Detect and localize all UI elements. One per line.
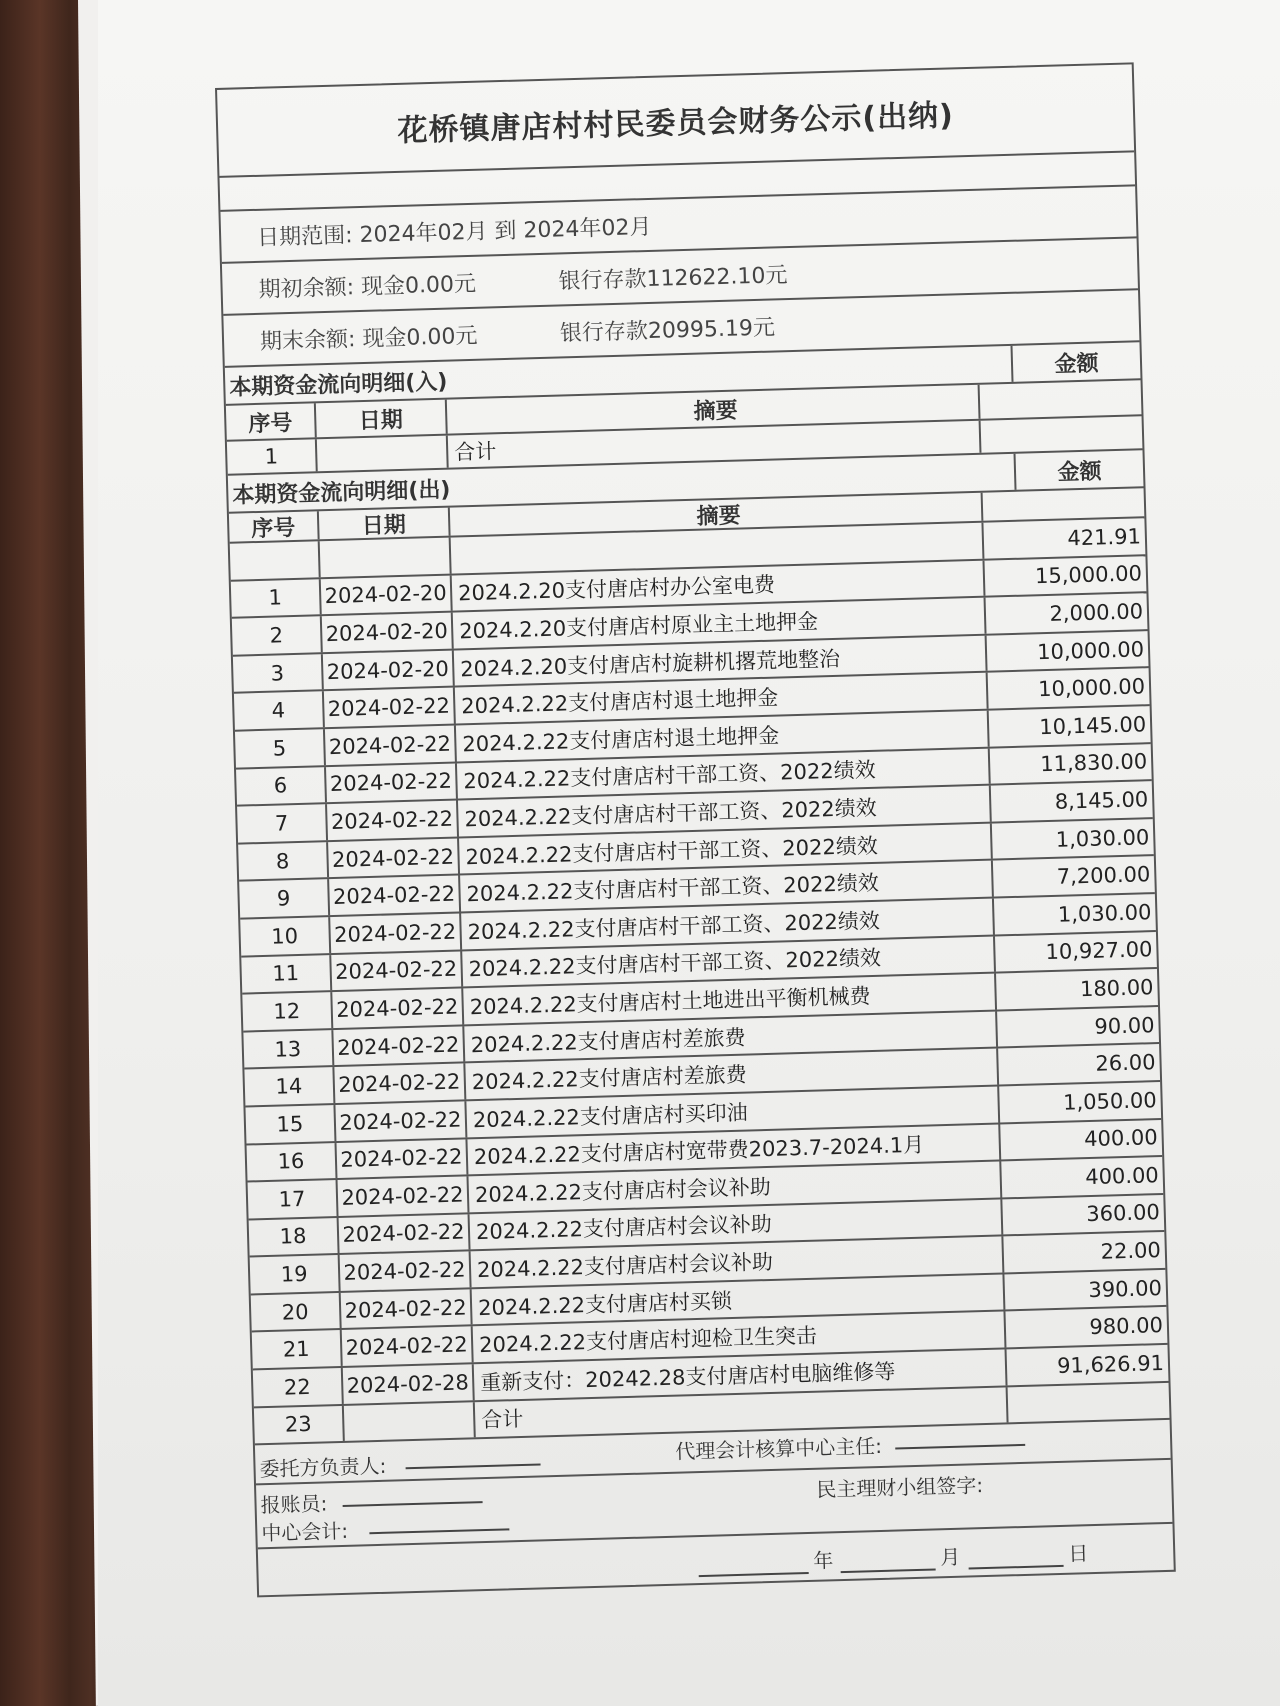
- row-date: 2024-02-20: [322, 613, 454, 652]
- month-label: 月: [939, 1545, 961, 1570]
- row-number: 16: [247, 1143, 338, 1181]
- row-amount: 8,145.00: [1054, 787, 1149, 814]
- year-label: 年: [813, 1548, 834, 1574]
- row-amount: 15,000.00: [1034, 561, 1143, 589]
- row-amount: 421.91: [1067, 524, 1142, 551]
- row-date: 2024-02-22: [324, 688, 456, 727]
- row-number: 23: [254, 1406, 345, 1444]
- row-amount: 10,145.00: [1038, 712, 1147, 739]
- year-line: [698, 1554, 809, 1577]
- closing-cash: 期末余额: 现金0.00元: [259, 323, 478, 355]
- row-amount: 2,000.00: [1049, 599, 1144, 626]
- row-number: 19: [250, 1255, 341, 1293]
- row-amount: [981, 416, 1143, 452]
- clerk-label: 报账员:: [260, 1491, 328, 1518]
- row-description: 2024.2.22支付唐店村退土地押金: [456, 711, 990, 761]
- row-number: 14: [244, 1067, 335, 1105]
- opening-cash: 期初余额: 现金0.00元: [258, 271, 477, 303]
- row-description: 2024.2.22支付唐店村买锁: [472, 1274, 1006, 1324]
- income-date-header: 日期: [316, 400, 448, 438]
- row-number: 11: [241, 955, 332, 993]
- row-amount: 10,927.00: [1045, 937, 1153, 965]
- row-date: [344, 1402, 476, 1441]
- row-description: 2024.2.22支付唐店村会议补助: [471, 1237, 1005, 1287]
- accountant-signature-line: [369, 1511, 510, 1535]
- row-number: 13: [243, 1030, 334, 1068]
- expense-rows: [230, 518, 1170, 1445]
- row-amount: 390.00: [1088, 1275, 1163, 1302]
- row-date: 2024-02-22: [334, 1064, 466, 1103]
- row-date: 2024-02-22: [340, 1252, 472, 1291]
- row-amount: 360.00: [1085, 1200, 1161, 1227]
- row-description: 2024.2.22支付唐店村差旅费: [465, 1049, 999, 1099]
- row-description: 2024.2.22支付唐店村差旅费: [464, 1011, 998, 1061]
- income-amount-header: 金额: [1011, 342, 1141, 382]
- row-amount: 980.00: [1089, 1313, 1164, 1340]
- row-description: 2024.2.22支付唐店村干部工资、2022绩效: [459, 823, 993, 873]
- row-number: 9: [239, 879, 330, 917]
- row-description: 2024.2.22支付唐店村干部工资、2022绩效: [462, 936, 996, 986]
- row-number: 10: [240, 917, 331, 955]
- row-description: 2024.2.22支付唐店村迎检卫生突击: [473, 1312, 1007, 1362]
- income-no-header: 序号: [226, 403, 317, 439]
- row-date: [317, 436, 449, 472]
- row-description: 2024.2.20支付唐店村旋耕机撂荒地整治: [454, 635, 988, 685]
- row-description: 2024.2.22支付唐店村干部工资、2022绩效: [461, 899, 995, 949]
- opening-bank: 银行存款112622.10元: [558, 262, 788, 294]
- row-date: 2024-02-22: [330, 913, 462, 952]
- row-date: 2024-02-22: [325, 725, 457, 764]
- income-section-label: 本期资金流向明细(入): [229, 369, 448, 401]
- row-date: 2024-02-22: [326, 763, 458, 802]
- row-description: 2024.2.22支付唐店村宽带费2023.7-2024.1月: [467, 1124, 1001, 1174]
- row-amount: 1,030.00: [1055, 824, 1150, 852]
- expense-section-label: 本期资金流向明细(出): [232, 477, 451, 509]
- row-number: 6: [236, 767, 327, 805]
- row-number: [230, 541, 321, 579]
- row-amount: 90.00: [1094, 1012, 1155, 1039]
- center-director-signature-line: [895, 1426, 1026, 1450]
- expense-desc-header: 摘要: [450, 493, 984, 536]
- notice-title: 花桥镇唐店村村民委员会财务公示(出纳): [217, 64, 1134, 178]
- row-description: 2024.2.22支付唐店村退土地押金: [455, 673, 989, 723]
- row-date: 2024-02-22: [332, 989, 464, 1028]
- row-number: 3: [233, 654, 324, 692]
- row-date: 2024-02-22: [333, 1026, 465, 1065]
- row-description: 2024.2.22支付唐店村干部工资、2022绩效: [458, 786, 992, 836]
- row-number: 1: [227, 439, 318, 474]
- row-number: 20: [251, 1293, 342, 1331]
- month-line: [840, 1551, 936, 1574]
- closing-bank: 银行存款20995.19元: [559, 314, 776, 346]
- row-number: 1: [231, 579, 322, 617]
- row-description: 2024.2.20支付唐店村原业主土地押金: [453, 598, 987, 648]
- row-number: 21: [252, 1330, 343, 1368]
- principal-signature-line: [405, 1446, 541, 1470]
- center-director-label: 代理会计核算中心主任:: [674, 1434, 883, 1464]
- committee-label: 民主理财小组签字:: [816, 1473, 984, 1503]
- row-number: 2: [232, 616, 323, 654]
- day-label: 日: [1067, 1541, 1089, 1566]
- row-number: 18: [249, 1218, 340, 1256]
- row-number: 22: [253, 1368, 344, 1406]
- row-date: [320, 538, 452, 577]
- row-description: 重新支付：20242.28支付唐店村电脑维修等: [474, 1349, 1008, 1399]
- row-number: 7: [237, 804, 328, 842]
- row-description: 2024.2.22支付唐店村干部工资、2022绩效: [457, 748, 991, 798]
- accountant-label: 中心会计:: [261, 1519, 349, 1546]
- row-number: 8: [238, 842, 329, 880]
- row-description: 2024.2.22支付唐店村买印油: [466, 1086, 1000, 1136]
- expense-amount-cell-empty: [983, 488, 1145, 520]
- clerk-signature-line: [342, 1483, 483, 1507]
- row-amount: 22.00: [1100, 1238, 1162, 1264]
- row-date: 2024-02-22: [335, 1101, 467, 1140]
- row-amount: 400.00: [1084, 1162, 1160, 1190]
- row-date: 2024-02-22: [341, 1289, 473, 1328]
- row-amount: 10,000.00: [1037, 674, 1146, 702]
- row-amount: 1,050.00: [1062, 1087, 1157, 1115]
- row-date: 2024-02-28: [343, 1364, 475, 1403]
- expense-no-header: 序号: [229, 511, 320, 542]
- expense-amount-header: 金额: [1014, 450, 1144, 490]
- row-number: 15: [245, 1105, 336, 1143]
- row-date: 2024-02-22: [331, 951, 463, 990]
- row-number: 4: [234, 692, 325, 730]
- row-date: 2024-02-22: [327, 801, 459, 840]
- row-description: 合计: [475, 1387, 1009, 1437]
- principal-label: 委托方负责人:: [259, 1454, 387, 1482]
- income-amount-cell-empty: [980, 380, 1142, 418]
- income-desc-header: 摘要: [447, 385, 981, 434]
- row-description: 2024.2.20支付唐店村办公室电费: [452, 560, 986, 610]
- row-amount: 180.00: [1079, 975, 1154, 1002]
- expense-date-header: 日期: [319, 508, 451, 540]
- finance-notice-form: [215, 62, 1176, 1597]
- row-date: 2024-02-20: [323, 650, 455, 689]
- row-date: 2024-02-22: [329, 876, 461, 915]
- row-date: 2024-02-22: [339, 1214, 471, 1253]
- date-range-text: 日期范围: 2024年02月 到 2024年02月: [256, 214, 652, 251]
- row-number: 12: [242, 992, 333, 1030]
- row-date: 2024-02-22: [328, 838, 460, 877]
- row-date: 2024-02-22: [336, 1139, 468, 1178]
- row-date: 2024-02-20: [321, 575, 453, 614]
- row-number: 17: [248, 1180, 339, 1218]
- row-date: 2024-02-22: [342, 1327, 474, 1366]
- row-date: 2024-02-22: [338, 1176, 470, 1215]
- row-amount: 7,200.00: [1056, 862, 1151, 889]
- row-amount: 10,000.00: [1036, 636, 1145, 664]
- row-description: 2024.2.22支付唐店村干部工资、2022绩效: [460, 861, 994, 911]
- row-description: 2024.2.22支付唐店村会议补助: [468, 1162, 1002, 1212]
- day-line: [968, 1547, 1064, 1570]
- row-description: 2024.2.22支付唐店村土地进出平衡机械费: [463, 974, 997, 1024]
- row-amount: 1,030.00: [1057, 899, 1152, 927]
- row-description: 合计: [448, 421, 982, 468]
- row-amount: 91,626.91: [1056, 1350, 1165, 1378]
- row-amount: 26.00: [1095, 1050, 1156, 1076]
- row-number: 5: [235, 729, 326, 767]
- row-amount: 11,830.00: [1039, 749, 1148, 777]
- row-amount: 400.00: [1083, 1125, 1159, 1152]
- row-description: 2024.2.22支付唐店村会议补助: [470, 1199, 1004, 1249]
- row-amount: [1008, 1383, 1170, 1423]
